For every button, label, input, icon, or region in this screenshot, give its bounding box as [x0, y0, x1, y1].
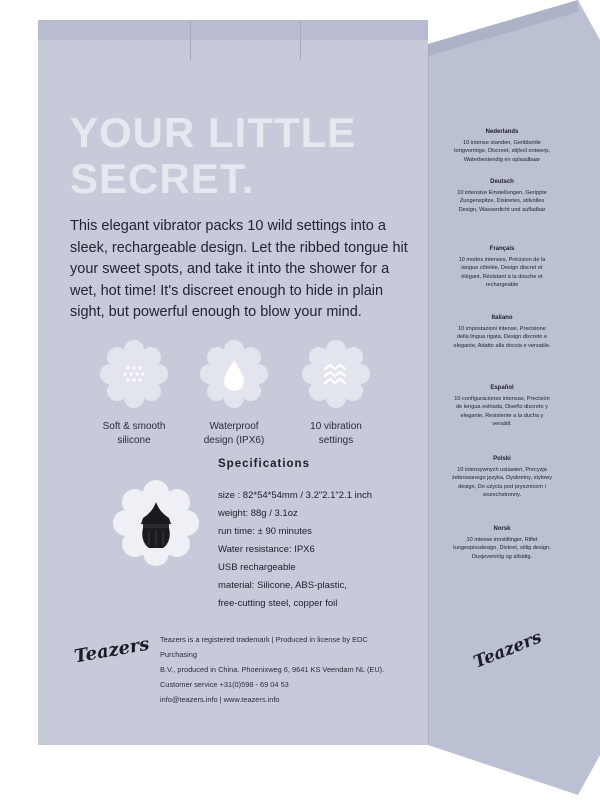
waves-icon — [302, 340, 370, 408]
lang-text: 10 configuraciones intensas, Precisión de lengua estriada, Diseño discreto y elegante, Resistente a la ducha y versátil. — [454, 395, 550, 427]
side-lang-block — [452, 384, 552, 429]
feature-label — [84, 420, 184, 448]
feature-label-line: design (IPX6) — [203, 435, 265, 446]
side-brand-logo: Teazers — [470, 627, 545, 673]
feature-waterproof — [184, 340, 284, 448]
side-lang-block — [452, 178, 552, 214]
feature-label — [286, 420, 386, 448]
feature-label-line: Waterproof — [209, 421, 259, 432]
feature-label — [184, 420, 284, 448]
lang-title: Français — [489, 246, 515, 252]
lang-text: 10 intensywnych ustawień, Precyzja żebrowanego języka, Dyskretny, stylowy design, Do użycia pod prysznicem i wszechstronny. — [452, 466, 553, 498]
legal-text — [160, 632, 405, 707]
lang-text: 10 impostazioni intense, Precisione della lingua rigata, Design discreto e elegante, Adatto alla doccia e versatile. — [453, 325, 551, 349]
spec-line: free-cutting steel, copper foil — [218, 598, 338, 609]
headline-line1: YOUR LITTLE — [70, 109, 357, 156]
legal-line: B.V., produced in China. Phoenixweg 6, 9641 KS Veendam NL (EU). — [160, 665, 385, 674]
flap-seam — [300, 20, 301, 60]
lang-title: Deutsch — [490, 179, 514, 185]
feature-vibration — [286, 340, 386, 448]
legal-line: Teazers is a registered trademark | Produced in license by EDC Purchasing — [160, 635, 368, 659]
spec-line: run time: ± 90 minutes — [218, 526, 312, 537]
dots-icon — [100, 340, 168, 408]
lang-title: Italiano — [491, 315, 513, 321]
intro-text: This elegant vibrator packs 10 wild settings into a sleek, rechargeable design. Let the ribbed tongue hit your sweet spots, and take it into the shower for a wet, hot time! It's discreet enough to hide in plain sight, but powerful enough to blow your mind. — [70, 218, 408, 320]
side-lang-block — [452, 245, 552, 290]
lang-title: Norsk — [493, 526, 511, 532]
spec-line: USB rechargeable — [218, 562, 296, 573]
feature-label-line: 10 vibration — [310, 421, 362, 432]
brand-logo: Teazers — [72, 633, 151, 668]
lang-title: Polski — [493, 456, 511, 462]
spec-line: size : 82*54*54mm / 3.2"2.1"2.1 inch — [218, 490, 373, 501]
flap-seam — [190, 20, 191, 60]
feature-label-line: silicone — [117, 435, 151, 446]
lang-text: 10 intense innstillinger, Riflet tungespissdesign, Diskret, stilig design, Dusjevennlig og allsidig. — [453, 536, 551, 560]
headline-line2: SECRET. — [70, 155, 255, 202]
lang-text: 10 intense standen, Geribbelde tongvormige, Discreet, stijlvol ontwerp, Waterbestendig en oplaadbaar — [454, 139, 550, 163]
droplet-icon — [200, 340, 268, 408]
product-image — [113, 480, 199, 566]
side-lang-block — [452, 128, 552, 164]
lang-title: Español — [490, 385, 514, 391]
specs-title: Specifications — [218, 458, 310, 470]
side-lang-block — [452, 455, 552, 500]
lang-title: Nederlands — [485, 129, 519, 135]
feature-silicone — [84, 340, 184, 448]
feature-label-line: settings — [318, 435, 354, 446]
lang-text: 10 modes intenses, Précision de la langue côtelée, Design discret et élégant, Résistant à la douche et rechargeable — [458, 256, 546, 288]
legal-line: Customer service +31(0)598 - 69 04 53 — [160, 680, 289, 689]
specs-list — [218, 487, 418, 613]
spec-line: weight: 88g / 3.1oz — [218, 508, 298, 519]
side-lang-block — [452, 525, 552, 561]
spec-line: material: Silicone, ABS-plastic, — [218, 580, 347, 591]
headline — [70, 110, 430, 202]
legal-line: info@teazers.info | www.teazers.info — [160, 695, 280, 704]
lang-text: 10 intensive Einstellungen, Gerippte Zungenspitze, Diskretes, stilvolles Design, Wasserdicht und aufladbar — [457, 189, 547, 213]
feature-label-line: Soft & smooth — [102, 421, 166, 432]
spec-line: Water resistance: IPX6 — [218, 544, 315, 555]
side-lang-block — [452, 314, 552, 350]
